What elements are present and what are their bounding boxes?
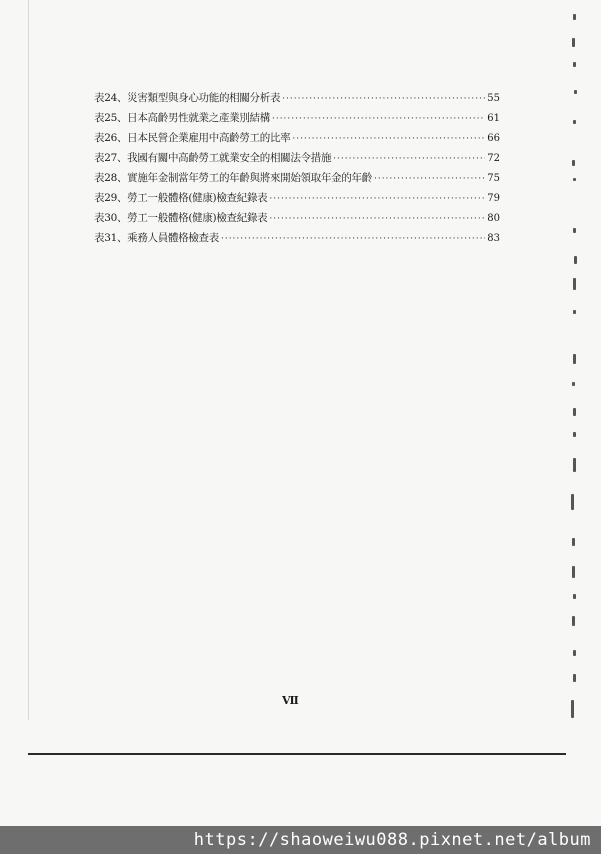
scan-mark — [573, 14, 576, 20]
toc-leader-dots — [374, 169, 485, 189]
scan-mark — [574, 256, 577, 264]
toc-entry-page: 75 — [487, 173, 500, 184]
scan-mark — [573, 408, 576, 416]
toc-entry — [94, 188, 500, 208]
toc-entry-page: 80 — [487, 213, 500, 224]
toc-entry — [94, 228, 500, 248]
toc-leader-dots — [221, 229, 485, 249]
scan-mark — [571, 700, 574, 718]
toc-leader-dots — [282, 89, 485, 109]
toc-leader-dots — [269, 189, 485, 209]
toc-entry — [94, 128, 500, 148]
scan-mark — [573, 650, 576, 656]
scan-edge-marks — [563, 10, 583, 730]
page-number: Ⅶ — [282, 694, 298, 707]
scan-mark — [572, 616, 575, 626]
scan-mark — [573, 458, 576, 472]
toc-entry-page: 79 — [487, 193, 500, 204]
scan-mark — [573, 178, 576, 181]
toc-leader-dots — [272, 109, 485, 129]
toc-entry-title: 表29、勞工一般體格(健康)檢查紀錄表 — [94, 192, 268, 204]
toc-entry-page: 61 — [487, 113, 500, 124]
toc-entry-title: 表24、災害類型與身心功能的相關分析表 — [94, 92, 281, 104]
toc-entry-title: 表27、我國有關中高齡勞工就業安全的相關法令措施 — [94, 152, 332, 164]
scan-mark — [573, 674, 576, 682]
scan-mark — [572, 160, 575, 166]
scan-mark — [571, 494, 574, 510]
toc-leader-dots — [269, 209, 485, 229]
scan-mark — [573, 594, 576, 599]
toc-entry — [94, 108, 500, 128]
scan-mark — [573, 354, 576, 364]
toc-entry-title: 表28、實施年金制當年勞工的年齡與將來開始領取年金的年齡 — [94, 172, 372, 184]
toc-entry-page: 55 — [487, 93, 500, 104]
scan-mark — [573, 278, 576, 290]
scan-mark — [572, 538, 575, 546]
scan-mark — [572, 382, 575, 386]
toc-entry-title: 表25、日本高齡男性就業之產業別結構 — [94, 112, 270, 124]
scan-mark — [572, 566, 575, 578]
scan-mark — [573, 432, 576, 437]
scan-mark — [573, 120, 576, 124]
scan-mark — [572, 38, 575, 47]
footer-rule — [28, 753, 566, 755]
scan-mark — [573, 228, 576, 233]
page-edge-shadow — [28, 0, 29, 720]
toc-entry-page: 66 — [487, 133, 500, 144]
toc-entry — [94, 88, 500, 108]
toc-entry-page: 72 — [487, 153, 500, 164]
toc-entry-page: 83 — [487, 233, 500, 244]
table-of-contents-list — [94, 88, 500, 248]
toc-entry-title: 表31、乘務人員體格檢查表 — [94, 232, 219, 244]
watermark-url-banner: https://shaoweiwu088.pixnet.net/album — [0, 826, 601, 854]
scan-mark — [574, 90, 577, 94]
toc-entry-title: 表30、勞工一般體格(健康)檢查紀錄表 — [94, 212, 268, 224]
toc-leader-dots — [333, 149, 485, 169]
toc-entry — [94, 148, 500, 168]
toc-entry — [94, 168, 500, 188]
toc-entry — [94, 208, 500, 228]
scan-mark — [573, 310, 576, 314]
scan-mark — [573, 62, 576, 67]
toc-leader-dots — [292, 129, 485, 149]
toc-entry-title: 表26、日本民營企業雇用中高齡勞工的比率 — [94, 132, 291, 144]
